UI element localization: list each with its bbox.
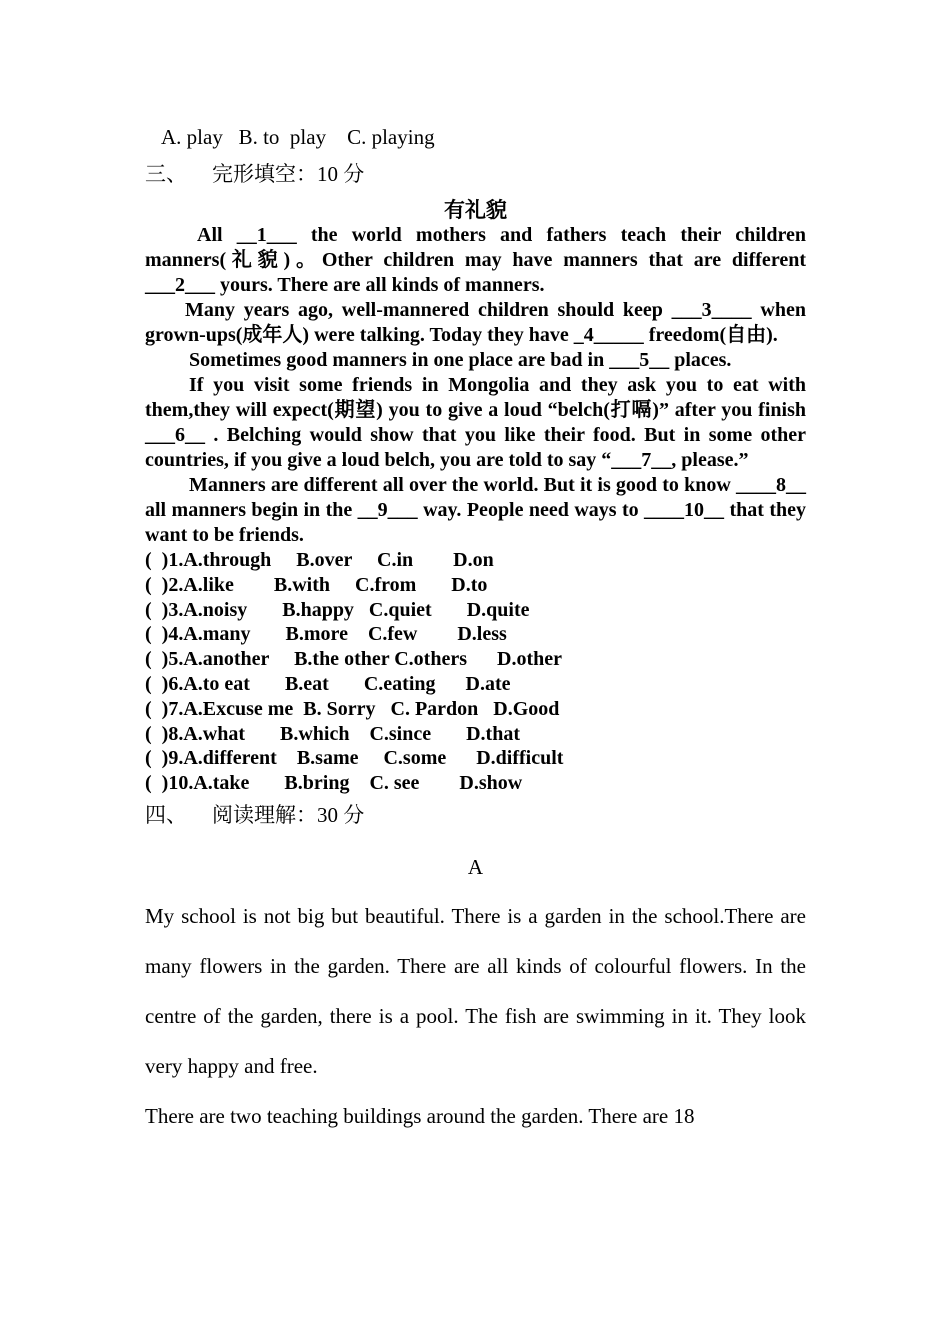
cloze-question-3: ( )3.A.noisy B.happy C.quiet D.quite (145, 598, 530, 621)
section-three-title: 完形填空：10 分 (212, 162, 365, 186)
document-content (145, 124, 806, 1141)
cloze-question-7: ( )7.A.Excuse me B. Sorry C. Pardon D.Good (145, 697, 560, 720)
cloze-question-list (145, 548, 806, 796)
reading-paragraph-2: There are two teaching buildings around the garden. There are 18 (145, 1103, 695, 1128)
cloze-question-9: ( )9.A.different B.same C.some D.difficult (145, 747, 564, 770)
cloze-title: 有礼貌 (444, 198, 507, 222)
section-four-heading (145, 802, 806, 828)
section-three-heading (145, 161, 806, 187)
cloze-paragraph-1: All __1___ the world mothers and fathers teach their children manners(礼貌)。Other children may have manners that are different ___2___ yours. There are all kinds of manners. (145, 224, 806, 296)
cloze-paragraph-3: Sometimes good manners in one place are bad in ___5__ places. (189, 349, 732, 371)
cloze-question-8: ( )8.A.what B.which C.since D.that (145, 722, 520, 745)
cloze-paragraph-5: Manners are different all over the world. But it is good to know ____8__ all manners begin in the __9___ way. People need ways to ____10__ that they want to be friends. (145, 474, 806, 546)
cloze-question-1: ( )1.A.through B.over C.in D.on (145, 549, 494, 571)
section-four-title: 阅读理解：30 分 (212, 802, 365, 827)
cloze-question-10: ( )10.A.take B.bring C. see D.show (145, 772, 523, 795)
reading-passage (145, 891, 806, 1141)
cloze-question-2: ( )2.A.like B.with C.from D.to (145, 573, 488, 596)
section-three-number: 三、 (145, 162, 187, 186)
section-four-number: 四、 (145, 802, 187, 827)
cloze-question-6: ( )6.A.to eat B.eat C.eating D.ate (145, 672, 511, 695)
reading-paragraph-1: My school is not big but beautiful. There is a garden in the school.There are many flowers in the garden. There are all kinds of colourful flowers. In the centre of the garden, there is a pool. The fish are swimming in it. They look very happy and free. (145, 903, 806, 1078)
reading-passage-label: A (467, 854, 484, 879)
cloze-paragraph-4: If you visit some friends in Mongolia and they ask you to eat with them,they will expect(期望) you to give a loud “belch(打嗝)” after you finish ___6__ . Belching would show that you like their food. But in some other countries, if you give a loud belch, you are told to say “___7__, please.” (145, 374, 806, 471)
previous-question-options: A. play B. to play C. playing (161, 125, 435, 149)
cloze-question-4: ( )4.A.many B.more C.few D.less (145, 623, 507, 646)
cloze-question-5: ( )5.A.another B.the other C.others D.other (145, 648, 562, 671)
cloze-paragraph-2: Many years ago, well-mannered children should keep ___3____ when grown-ups(成年人) were talking. Today they have _4_____ freedom(自由). (145, 299, 806, 346)
